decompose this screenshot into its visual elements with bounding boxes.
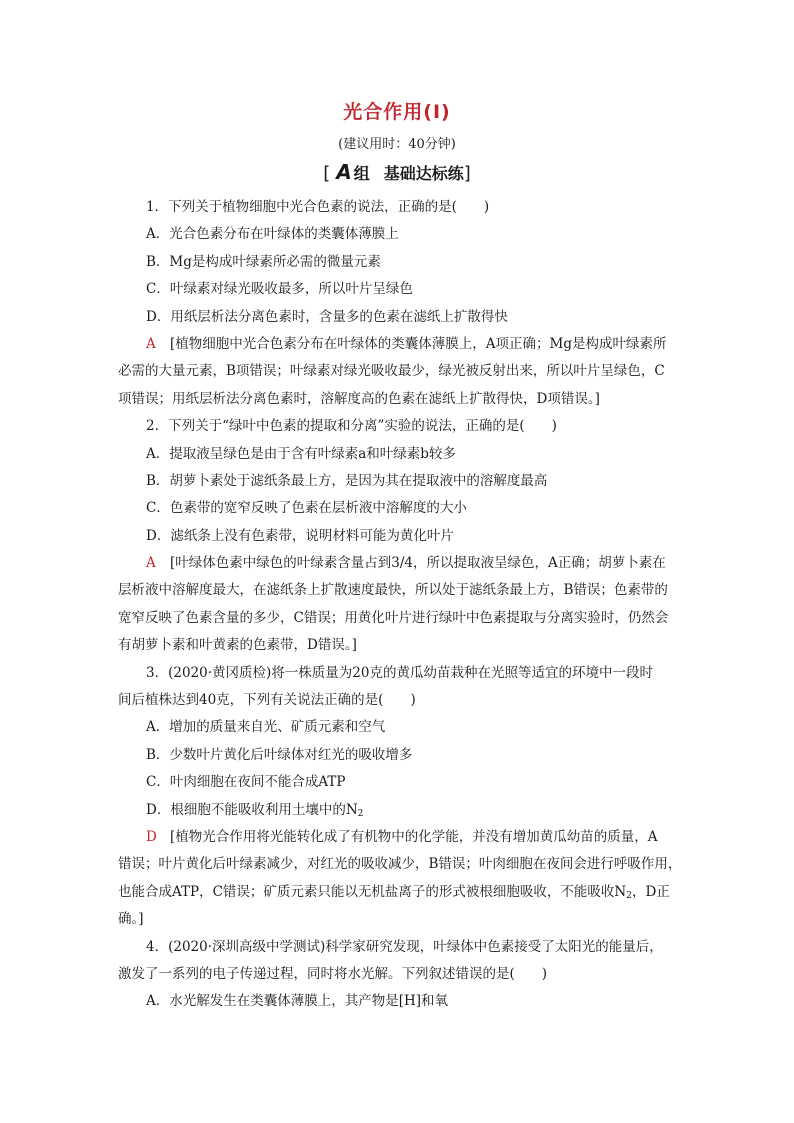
q2-answer: A	[146, 555, 156, 572]
q1-answer: A	[146, 335, 156, 352]
q2-option-a: A．提取液呈绿色是由于含有叶绿素a和叶绿素b较多	[146, 445, 456, 462]
q2-option-b: B．胡萝卜素处于滤纸条最上方，是因为其在提取液中的溶解度最高	[146, 472, 548, 489]
question-list	[118, 194, 686, 1016]
q3-option-b: B．少数叶片黄化后叶绿体对红光的吸收增多	[146, 746, 413, 763]
suggested-time: (建议用时：40分钟)	[338, 137, 456, 152]
bracket-close: ]	[463, 163, 471, 184]
q1-stem: 1．下列关于植物细胞中光合色素的说法，正确的是( )	[146, 199, 490, 215]
q3-option-d: D．根细胞不能吸收利用土壤中的$N_2$	[146, 801, 364, 819]
q4-option-a: A．水光解发生在类囊体薄膜上，其产物是[H]和氧	[146, 993, 449, 1010]
group-label: 基础达标练	[383, 164, 464, 183]
q2-explanation-line: 有胡萝卜素和叶黄素的色素带，D错误。]	[118, 637, 357, 654]
q3-option-c: C．叶肉细胞在夜间不能合成ATP	[146, 774, 346, 791]
q4-stem: 4．(2020·深圳高级中学测试)科学家研究发现，叶绿体中色素接受了太阳光的能量后，	[146, 938, 663, 955]
group-name: 组	[353, 164, 370, 183]
q1-option-c: C．叶绿素对绿光吸收最多，所以叶片呈绿色	[146, 281, 413, 298]
q2-option-d: D．滤纸条上没有色素带，说明材料可能为黄化叶片	[146, 527, 454, 544]
q3-explanation-line: 也能合成ATP，C错误；矿质元素只能以无机盐离子的形式被根细胞吸收，不能吸收$N_2$，D正	[118, 883, 670, 901]
q1-option-a: A．光合色素分布在叶绿体的类囊体薄膜上	[146, 226, 399, 243]
group-letter: A	[336, 160, 352, 184]
q1-option-d: D．用纸层析法分离色素时，含量多的色素在滤纸上扩散得快	[146, 308, 508, 325]
q3-answer: D	[146, 828, 157, 845]
q3-option-a: A．增加的质量来自光、矿质元素和空气	[146, 719, 386, 736]
q1-option-b: B．Mg是构成叶绿素所必需的微量元素	[146, 253, 381, 270]
q2-explanation-line: 层析液中溶解度最大，在滤纸条上扩散速度最快，所以处于滤纸条最上方，B错误；色素带的	[118, 582, 668, 599]
q1-explanation-line: 必需的大量元素，B项错误；叶绿素对绿光吸收最少，绿光被反射出来，所以叶片呈绿色，C	[118, 363, 665, 380]
q3-explanation-line: 确。]	[118, 911, 144, 928]
q3-explanation-line: 错误；叶片黄化后叶绿素减少，对红光的吸收减少，B错误；叶肉细胞在夜间会进行呼吸作用，	[118, 856, 682, 873]
q1-explanation-line: A [植物细胞中光合色素分布在叶绿体的类囊体薄膜上，A项正确；Mg是构成叶绿素所	[118, 331, 686, 358]
q2-stem: 2．下列关于“绿叶中色素的提取和分离”实验的说法，正确的是( )	[146, 418, 557, 435]
q2-explanation-line: 宽窄反映了色素含量的多少，C错误；用黄化叶片进行绿叶中色素提取与分离实验时，仍然会	[118, 609, 669, 626]
q3-explanation-line: D [植物光合作用将光能转化成了有机物中的化学能，并没有增加黄瓜幼苗的质量，A	[118, 824, 686, 851]
q4-stem: 激发了一系列的电子传递过程，同时将水光解。下列叙述错误的是( )	[118, 965, 548, 982]
bracket-open: [	[323, 163, 331, 184]
q2-explanation-line: A [叶绿体色素中绿色的叶绿素含量占到3/4，所以提取液呈绿色，A正确；胡萝卜素在	[118, 550, 686, 577]
q3-stem: 3．(2020·黄冈质检)将一株质量为20克的黄瓜幼苗栽种在光照等适宜的环境中一段时	[146, 664, 653, 681]
q3-stem: 间后植株达到40克，下列有关说法正确的是( )	[118, 692, 416, 709]
q1-explanation-line: 项错误；用纸层析法分离色素时，溶解度高的色素在滤纸上扩散得快，D项错误。]	[118, 390, 600, 407]
q2-option-c: C．色素带的宽窄反映了色素在层析液中溶解度的大小	[146, 500, 467, 517]
group-header	[0, 160, 794, 184]
page-title: 光合作用(Ⅰ)	[343, 101, 451, 123]
